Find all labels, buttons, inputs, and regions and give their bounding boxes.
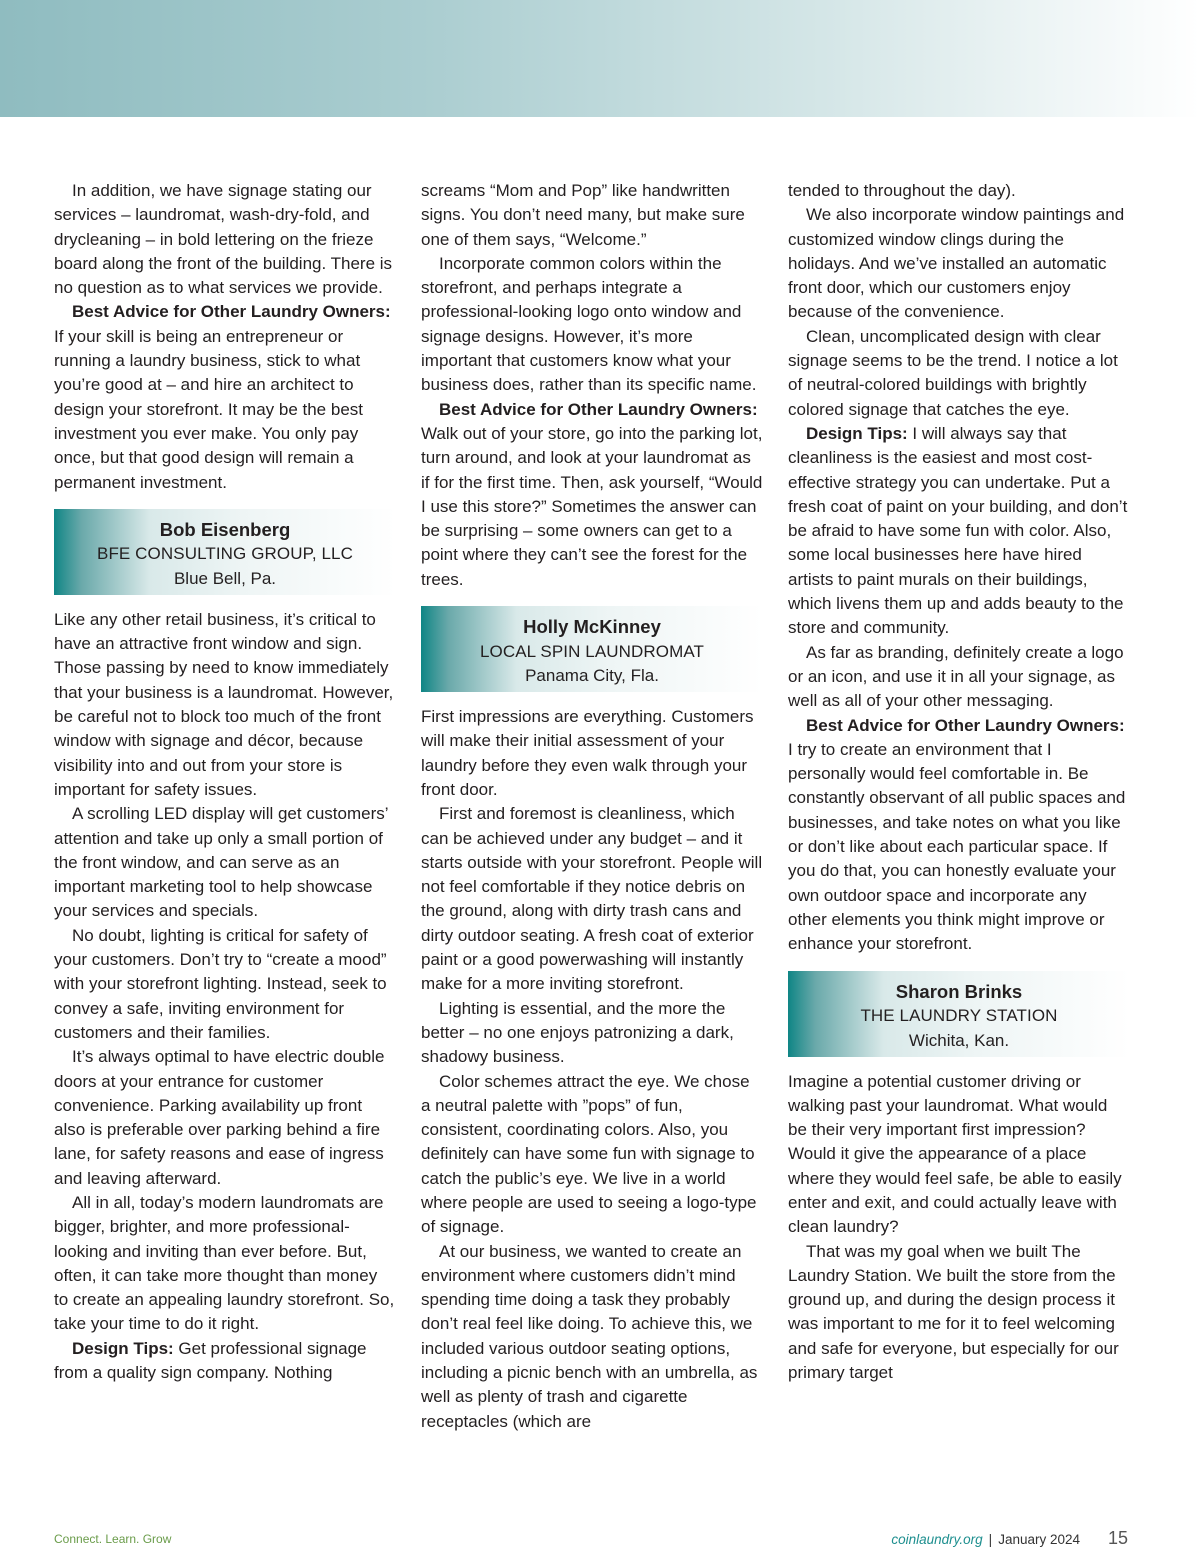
subhead-label: Design Tips:	[806, 423, 908, 443]
paragraph: First impressions are everything. Customers will make their initial assessment of your laundry before they even walk through your front door.	[421, 707, 754, 799]
footer-site-link[interactable]: coinlaundry.org	[891, 1532, 983, 1547]
paragraph: Imagine a potential customer driving or walking past your laundromat. What would be their very important first impression? Would it give the appearance of a place where they would feel safe, be able to easily enter and exit, and could actually leave with clean laundry?	[788, 1071, 1122, 1237]
paragraph: First and foremost is cleanliness, which can be achieved under any budget – and it starts outside with your storefront. People will not feel comfortable if they notice debris on the ground, along with dirty trash cans and dirty outdoor seating. A fresh coat of exterior paint or a good powerwashing will instantly make for a more inviting storefront.	[421, 804, 763, 994]
paragraph-text: I try to create an environment that I personally would feel comfortable in. Be constantly observant of all public spaces and businesses, and take notes on what you like or don’t like about each particular space. If you do that, you can honestly evaluate your own outdoor space and incorporate any other elements you think might improve or enhance your storefront.	[788, 739, 1126, 954]
paragraph: Like any other retail business, it’s critical to have an attractive front window and sign. Those passing by need to know immediately that your business is a laundromat. However, be careful not to block too much of the front window with signage and décor, because visibility into and out from your store is important for safety issues.	[54, 609, 394, 799]
profile-name: Bob Eisenberg	[159, 518, 291, 540]
article-column-2	[421, 179, 763, 1434]
article-column-3	[788, 179, 1130, 1385]
paragraph-text: Walk out of your store, go into the parking lot, turn around, and look at your laundromat as if for the first time. Then, ask yourself, “Would I use this store?” Sometimes the answer can be surprising – some owners can get to a point where they can’t see the forest for the trees.	[421, 423, 763, 589]
header-gradient-band	[0, 0, 1200, 117]
profile-location: Wichita, Kan.	[908, 1030, 1010, 1050]
paragraph-text: If your skill is being an entrepreneur or running a laundry business, stick to what you’re good at – and hire an architect to design your storefront. It may be the best investment you ever make. You only pay once, but that good design will remain a permanent investment.	[54, 326, 363, 492]
paragraph: No doubt, lighting is critical for safety of your customers. Don’t try to “create a mood” with your storefront lighting. Instead, seek to convey a safe, inviting environment for customers and their families.	[54, 925, 387, 1042]
paragraph	[788, 714, 1130, 957]
footer-tagline: Connect. Learn. Grow	[54, 1532, 172, 1546]
profile-location: Blue Bell, Pa.	[173, 568, 277, 588]
paragraph: Incorporate common colors within the storefront, and perhaps integrate a professional-looking logo onto window and signage designs. However, it’s more important that customers know what your business does, rather than its specific name.	[421, 253, 757, 395]
article-column-1	[54, 179, 396, 1385]
footer-date: January 2024	[998, 1532, 1080, 1547]
subhead-label: Best Advice for Other Laundry Owners:	[806, 715, 1125, 735]
profile-company: LOCAL SPIN LAUNDROMAT	[479, 641, 705, 661]
paragraph: That was my goal when we built The Laundry Station. We built the store from the ground up, and during the design process it was important to me for it to feel welcoming and safe for everyone, but especially for our primary target	[788, 1241, 1119, 1383]
profile-name: Sharon Brinks	[895, 980, 1023, 1002]
page-number: 15	[1107, 1528, 1128, 1548]
paragraph	[54, 300, 396, 494]
paragraph: We also incorporate window paintings and customized window clings during the holidays. And we’ve installed an automatic front door, which our customers enjoy because of the convenience.	[788, 205, 1125, 322]
paragraph	[788, 422, 1130, 641]
paragraph: A scrolling LED display will get customers’ attention and take up only a small portion of the front window, and can serve as an important marketing tool to help showcase your services and specials.	[54, 804, 388, 921]
paragraph: It’s always optimal to have electric double doors at your entrance for customer convenience. Parking availability up front also is preferable over parking behind a fire lane, for safety reasons and ease of ingress and leaving afterward.	[54, 1047, 385, 1188]
paragraph	[421, 398, 763, 592]
subhead-label: Best Advice for Other Laundry Owners:	[439, 399, 758, 419]
paragraph-text: I will always say that cleanliness is the easiest and most cost-effective strategy you can undertake. Put a fresh coat of paint on your building, and don’t be afraid to have some fun with color. Also, some local businesses here have hired artists to paint murals on their buildings, which livens them up and adds beauty to the store and community.	[788, 423, 1128, 638]
profile-name: Holly McKinney	[523, 616, 661, 638]
subhead-label: Design Tips:	[72, 1338, 174, 1358]
profile-box-sharon-brinks	[788, 971, 1130, 1057]
paragraph: At our business, we wanted to create an environment where customers didn’t mind spending time doing a task they probably don’t real feel like doing. To achieve this, we included various outdoor seating options, including a picnic bench with an umbrella, as well as plenty of trash and cigarette receptacles (which are	[421, 1241, 758, 1431]
subhead-label: Best Advice for Other Laundry Owners:	[72, 302, 391, 322]
profile-box-bob-eisenberg	[54, 509, 396, 595]
paragraph-text: Get professional signage from a quality sign company. Nothing	[54, 1338, 367, 1383]
paragraph: In addition, we have signage stating our services – laundromat, wash-dry-fold, and drycleaning – in bold lettering on the frieze board along the front of the building. There is no question as to what services we provide.	[54, 181, 393, 298]
profile-company: BFE CONSULTING GROUP, LLC	[97, 544, 353, 564]
paragraph: tended to throughout the day).	[788, 181, 1016, 200]
profile-box-holly-mckinney	[421, 606, 763, 692]
paragraph: screams “Mom and Pop” like handwritten signs. You don’t need many, but make sure one of them says, “Welcome.”	[421, 181, 745, 249]
profile-company: THE LAUNDRY STATION	[860, 1006, 1058, 1025]
paragraph: As far as branding, definitely create a logo or an icon, and use it in all your signage, as well as all of your other messaging.	[788, 642, 1124, 711]
profile-location: Panama City, Fla.	[525, 666, 659, 686]
paragraph: All in all, today’s modern laundromats are bigger, brighter, and more professional-looking and inviting than ever before. But, often, it can take more thought than money to create an appealing laundry storefront. So, take your time to do it right.	[54, 1192, 395, 1334]
paragraph	[54, 1337, 396, 1386]
paragraph: Color schemes attract the eye. We chose a neutral palette with ”pops” of fun, consistent, coordinating colors. Also, you definitely can have some fun with signage to catch the public’s eye. We live in a world where people are used to seeing a logo-type of signage.	[421, 1071, 757, 1237]
paragraph: Lighting is essential, and the more the better – no one enjoys patronizing a dark, shadowy business.	[421, 998, 734, 1067]
footer-separator: |	[988, 1532, 993, 1547]
footer-publication	[891, 1532, 1080, 1547]
paragraph: Clean, uncomplicated design with clear signage seems to be the trend. I notice a lot of neutral-colored buildings with brightly colored signage that catches the eye.	[788, 326, 1118, 419]
